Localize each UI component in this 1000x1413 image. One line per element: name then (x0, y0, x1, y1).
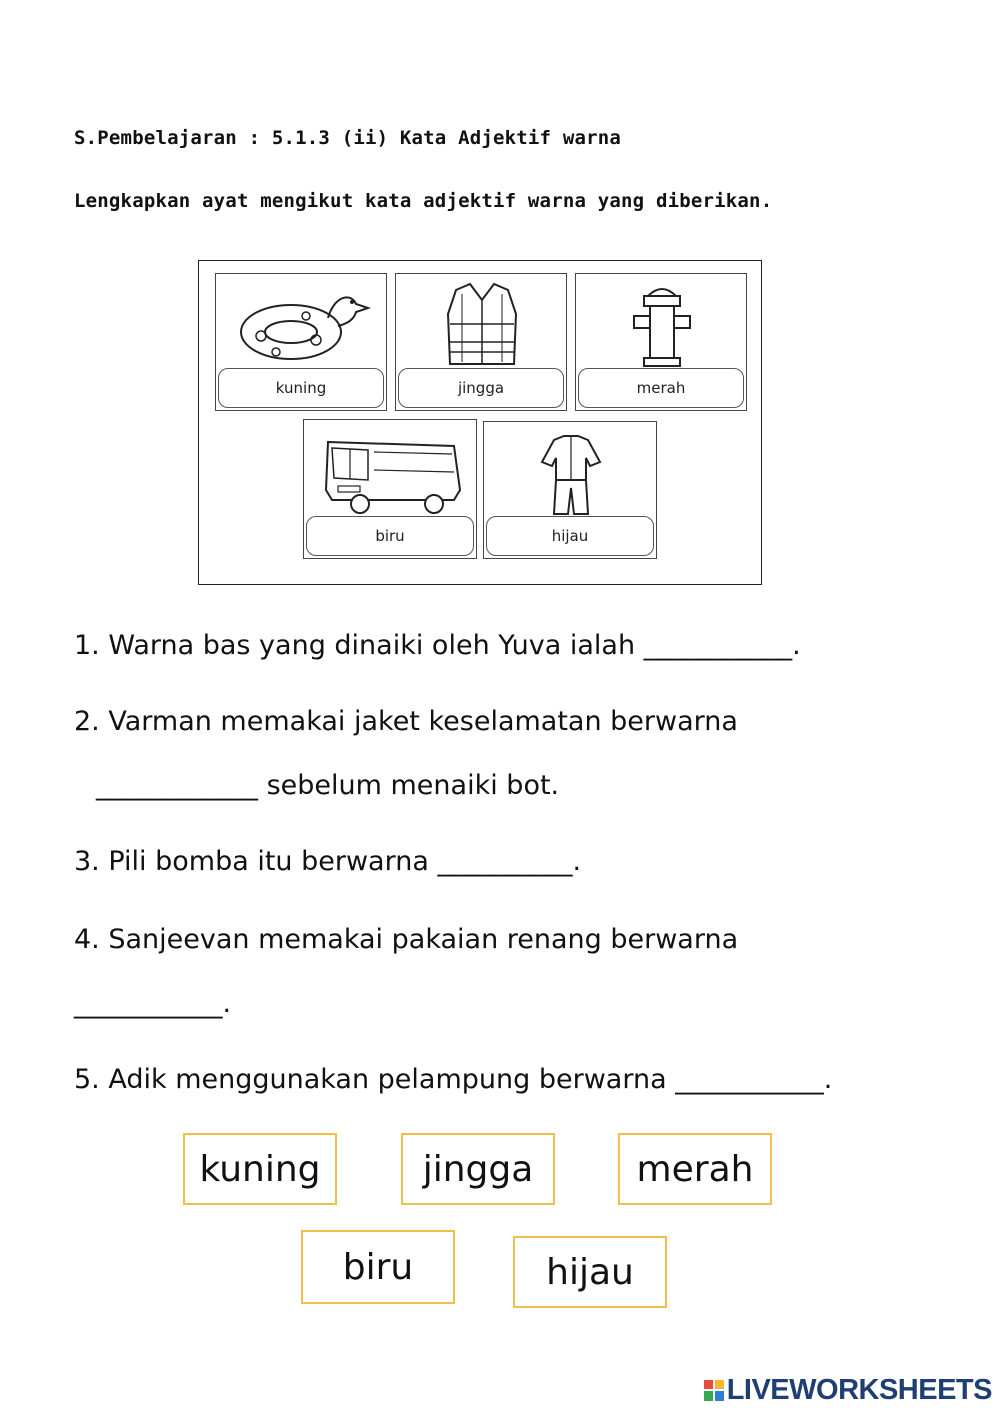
liveworksheets-logo (703, 1374, 992, 1407)
bus-icon (304, 420, 478, 520)
logo-blocks-icon (703, 1379, 725, 1403)
card-label: biru (306, 516, 474, 556)
answer-box-merah[interactable]: merah (618, 1133, 772, 1205)
card-label: kuning (218, 368, 384, 408)
card-label: hijau (486, 516, 654, 556)
question-2-line-1: 2. Varman memakai jaket keselamatan berwarna (74, 706, 738, 737)
fire-hydrant-icon (576, 274, 748, 374)
card-jingga (395, 273, 567, 411)
picture-cards-figure (198, 260, 762, 585)
card-kuning (215, 273, 387, 411)
answer-box-jingga[interactable]: jingga (401, 1133, 555, 1205)
question-2-line-2: ____________ sebelum menaiki bot. (96, 770, 560, 801)
question-4-line-2: ___________. (74, 988, 232, 1019)
answer-box-biru[interactable]: biru (301, 1230, 455, 1304)
life-jacket-icon (396, 274, 568, 374)
swim-ring-duck-icon (216, 274, 388, 374)
swimsuit-icon (484, 422, 658, 522)
answer-box-kuning[interactable]: kuning (183, 1133, 337, 1205)
card-biru (303, 419, 477, 559)
card-hijau (483, 421, 657, 559)
instruction-text: Lengkapkan ayat mengikut kata adjektif warna yang diberikan. (74, 190, 773, 212)
learning-objective: S.Pembelajaran : 5.1.3 (ii) Kata Adjektif warna (74, 127, 622, 149)
question-5: 5. Adik menggunakan pelampung berwarna ___________. (74, 1064, 833, 1095)
card-label: merah (578, 368, 744, 408)
question-1: 1. Warna bas yang dinaiki oleh Yuva ialah ___________. (74, 630, 801, 661)
answer-box-hijau[interactable]: hijau (513, 1236, 667, 1308)
question-4-line-1: 4. Sanjeevan memakai pakaian renang berwarna (74, 924, 739, 955)
card-merah (575, 273, 747, 411)
question-3: 3. Pili bomba itu berwarna __________. (74, 846, 582, 877)
card-label: jingga (398, 368, 564, 408)
logo-text: LIVEWORKSHEETS (726, 1374, 992, 1406)
